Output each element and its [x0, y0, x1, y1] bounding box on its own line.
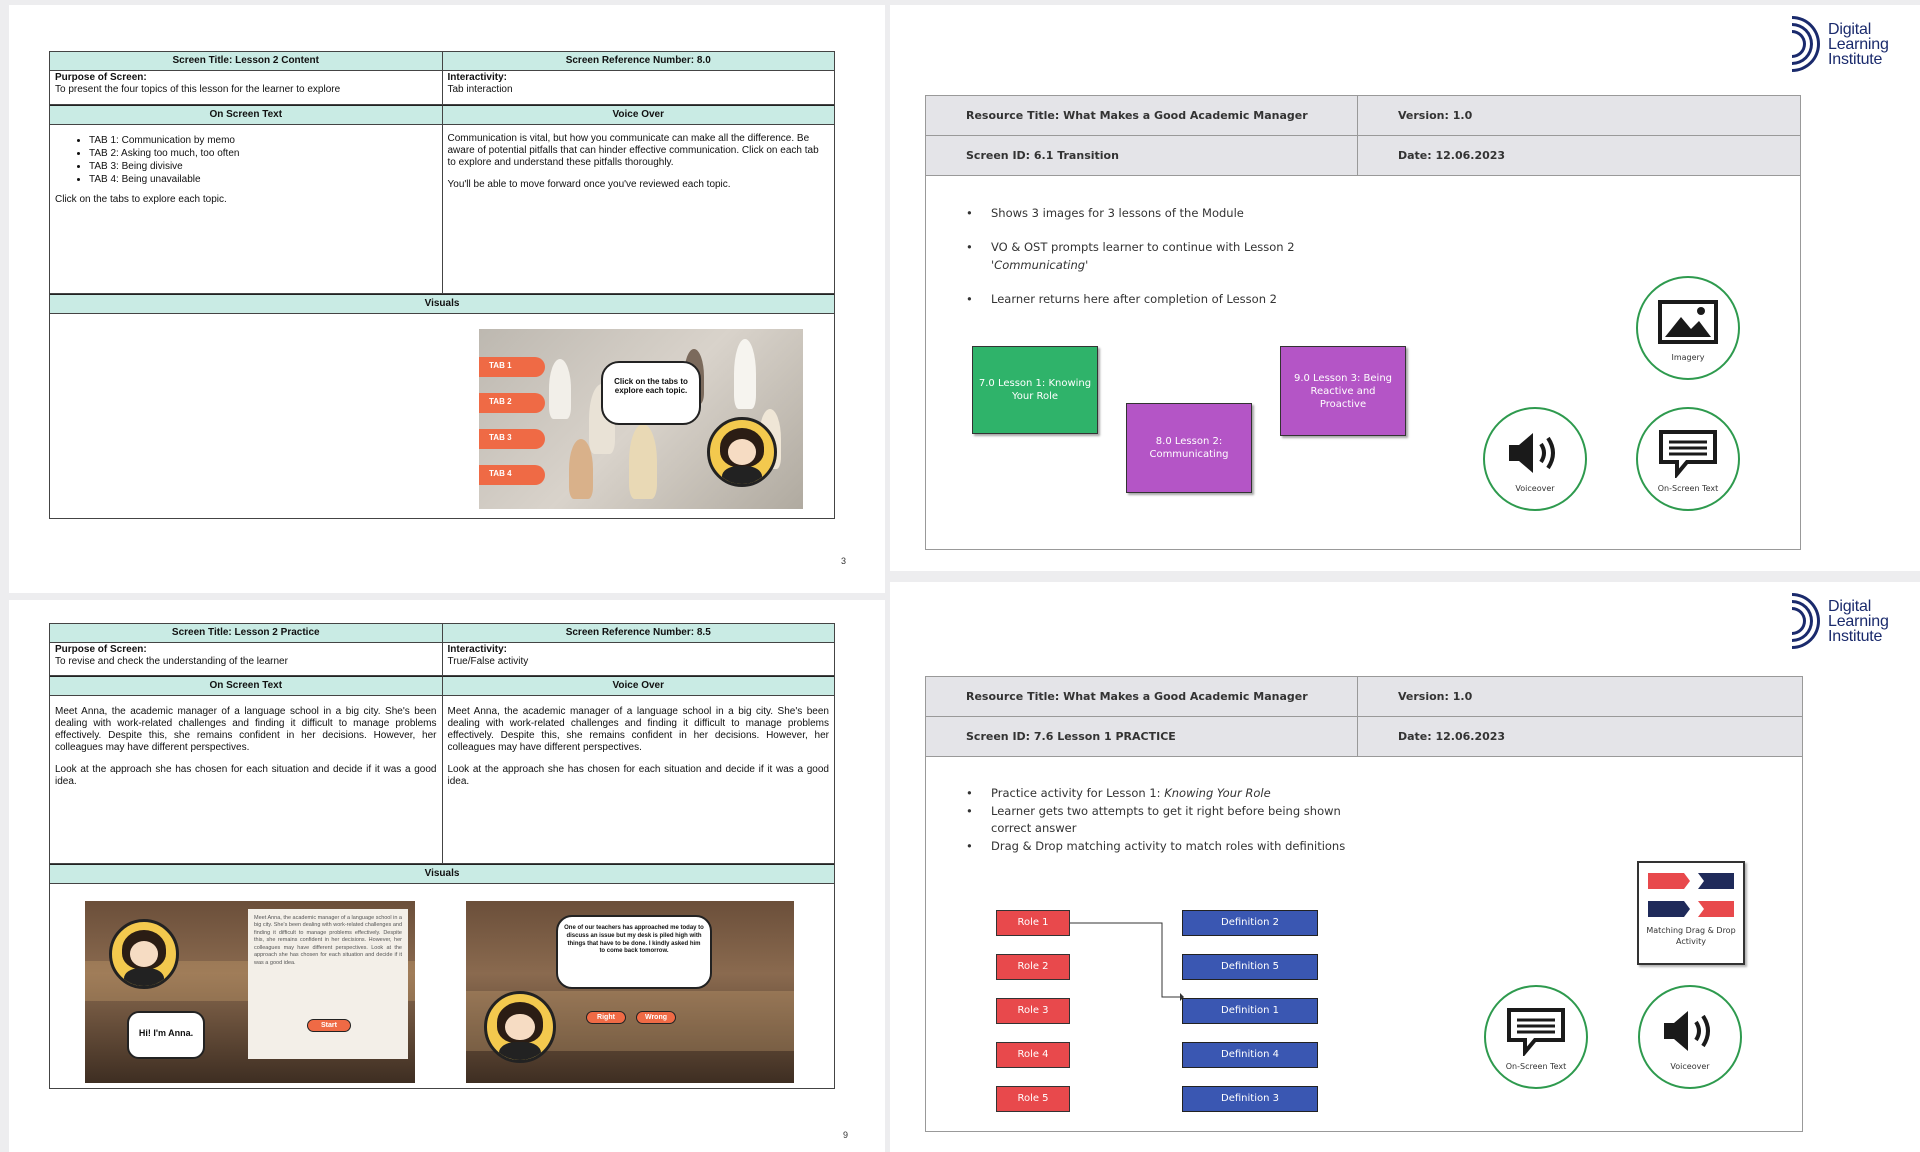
vo-cell: [442, 125, 835, 293]
definition-item[interactable]: Definition 2: [1182, 910, 1318, 936]
resource-title: Resource Title: What Makes a Good Academic Manager: [926, 96, 1358, 135]
avatar-anna: [109, 919, 179, 989]
tab-3[interactable]: TAB 3: [479, 429, 545, 449]
dli-logo-icon: [1792, 592, 1822, 650]
vo-header: Voice Over: [442, 105, 835, 124]
role-item[interactable]: Role 2: [996, 954, 1070, 980]
purpose-label: Purpose of Screen:: [55, 72, 147, 83]
visuals-header: Visuals: [50, 864, 834, 883]
definition-item[interactable]: Definition 1: [1182, 998, 1318, 1024]
ost-list: [89, 135, 437, 186]
role-item[interactable]: Role 4: [996, 1042, 1070, 1068]
message-icon: [1657, 428, 1719, 478]
resource-title: Resource Title: What Makes a Good Academic Manager: [926, 677, 1358, 716]
visual-mockup-tabs: [479, 329, 803, 509]
lesson3-box: 9.0 Lesson 3: Being Reactive and Proactive: [1280, 346, 1406, 436]
date: Date: 12.06.2023: [1398, 730, 1506, 743]
intro-text-panel: Meet Anna, the academic manager of a language school in a big city. She's been dealing with work-related challenges and finding it difficult to manage problems effectively. Despite this, she remains confident in her decisions. However, her colleagues may have different perspectives. Look at the approach she has chosen for each situation and decide if it was a good idea.: [248, 909, 408, 1059]
ost-footer: Click on the tabs to explore each topic.: [55, 194, 227, 205]
interactivity-text: Tab interaction: [447, 84, 513, 95]
dli-logo: [1792, 15, 1889, 73]
purpose-text: To present the four topics of this lesson for the learner to explore: [55, 84, 341, 95]
ost-cell: [50, 125, 442, 293]
voiceover-label: Voiceover: [1670, 1062, 1710, 1071]
resource-table: [925, 676, 1803, 1132]
visuals-header: Visuals: [50, 294, 834, 313]
right-button[interactable]: Right: [586, 1011, 626, 1024]
bullet: • Practice activity for Lesson 1: Knowing Your Role: [966, 785, 1346, 802]
screen-title: Screen Title: Lesson 2 Content: [50, 52, 442, 70]
matching-label: Matching Drag & Drop Activity: [1646, 926, 1736, 946]
storyboard-page-lesson2-content: [9, 5, 885, 593]
drag-drop-icon: [1646, 871, 1736, 923]
storyboard-slide-transition: [890, 5, 1920, 571]
screen-reference: Screen Reference Number: 8.5: [442, 624, 835, 642]
definition-item[interactable]: Definition 5: [1182, 954, 1318, 980]
lesson2-box: 8.0 Lesson 2: Communicating: [1126, 403, 1252, 493]
storyboard-page-lesson2-practice: [9, 600, 885, 1152]
vo-paragraph: Communication is vital, but how you communicate can make all the difference. Be aware of potential pitfalls that can hinder effective communication. Click on each tab to explore and understand these pitfalls thoroughly.: [447, 133, 819, 168]
hi-bubble: Hi! I'm Anna.: [127, 1011, 205, 1059]
voiceover-icon-circle: [1483, 407, 1587, 511]
bullet: • VO & OST prompts learner to continue with Lesson 2 'Communicating': [966, 238, 1295, 274]
vo-paragraph: Meet Anna, the academic manager of a language school in a big city. She's been dealing with work-related challenges and finding it difficult to manage problems effectively. Despite this, she remains confident in her decisions. However, her colleagues may have different perspectives.: [447, 706, 829, 753]
start-button[interactable]: Start: [307, 1019, 351, 1032]
purpose-text: To revise and check the understanding of the learner: [55, 656, 288, 667]
tab-2[interactable]: TAB 2: [479, 393, 545, 413]
voiceover-label: Voiceover: [1515, 484, 1555, 493]
ost-icon-circle: [1636, 407, 1740, 511]
page-number: 3: [841, 556, 847, 566]
speech-bubble: Click on the tabs to explore each topic.: [601, 361, 701, 425]
match-arrow: [1070, 917, 1184, 1003]
bullet: • Learner gets two attempts to get it right before being shown correct answer: [966, 803, 1346, 837]
ost-item: • TAB 2: Asking too much, too often: [89, 148, 437, 160]
vo-header: Voice Over: [442, 676, 835, 695]
matching-activity-card: [1637, 861, 1745, 965]
screen-reference: Screen Reference Number: 8.0: [442, 52, 835, 70]
date: Date: 12.06.2023: [1398, 149, 1506, 162]
vo-paragraph: You'll be able to move forward once you've reviewed each topic.: [447, 179, 731, 190]
purpose-label: Purpose of Screen:: [55, 644, 147, 655]
avatar-anna: [484, 991, 556, 1063]
resource-table: [925, 95, 1801, 550]
bullet: • Shows 3 images for 3 lessons of the Module: [966, 204, 1295, 222]
bullet-list: [966, 785, 1346, 871]
lesson1-box: 7.0 Lesson 1: Knowing Your Role: [972, 346, 1098, 434]
ost-item: • TAB 4: Being unavailable: [89, 174, 437, 186]
bullet: • Learner returns here after completion of Lesson 2: [966, 290, 1295, 308]
role-item[interactable]: Role 3: [996, 998, 1070, 1024]
imagery-label: Imagery: [1671, 353, 1705, 362]
page-number: 9: [843, 1130, 849, 1140]
image-icon: [1657, 299, 1719, 345]
tab-1[interactable]: TAB 1: [479, 357, 545, 377]
speaker-icon: [1505, 430, 1565, 476]
imagery-icon-circle: [1636, 276, 1740, 380]
scenario-bubble: One of our teachers has approached me today to discuss an issue but my desk is piled high with things that have to be done. I kindly asked him to come back tomorrow.: [556, 915, 712, 989]
purpose-cell: [50, 71, 442, 104]
interactivity-cell: [442, 71, 835, 104]
speaker-icon: [1660, 1008, 1720, 1054]
dli-logo: [1792, 592, 1889, 650]
voiceover-icon-circle: [1638, 985, 1742, 1089]
role-item[interactable]: Role 5: [996, 1086, 1070, 1112]
storyboard-slide-practice: [890, 582, 1920, 1152]
screen-title: Screen Title: Lesson 2 Practice: [50, 624, 442, 642]
bullet: • Drag & Drop matching activity to match roles with definitions: [966, 838, 1346, 855]
interactivity-label: Interactivity:: [447, 72, 507, 83]
interactivity-label: Interactivity:: [447, 644, 507, 655]
purpose-cell: [50, 643, 442, 675]
message-icon: [1505, 1006, 1567, 1056]
version: Version: 1.0: [1398, 690, 1473, 703]
bullet-list: [966, 204, 1295, 324]
version: Version: 1.0: [1398, 109, 1473, 122]
interactivity-cell: [442, 643, 835, 675]
dli-logo-text: Digital Learning Institute: [1828, 20, 1889, 68]
vo-cell: [442, 696, 835, 863]
ost-header: On Screen Text: [50, 676, 442, 695]
definition-item[interactable]: Definition 4: [1182, 1042, 1318, 1068]
definition-item[interactable]: Definition 3: [1182, 1086, 1318, 1112]
ost-paragraph: Meet Anna, the academic manager of a language school in a big city. She's been dealing with work-related challenges and finding it difficult to manage problems effectively. Despite this, she remains confident in her decisions. However, her colleagues may have different perspectives.: [55, 706, 437, 753]
wrong-button[interactable]: Wrong: [636, 1011, 676, 1024]
ost-label: On-Screen Text: [1505, 1062, 1567, 1071]
dli-logo-text: Digital Learning Institute: [1828, 597, 1889, 645]
dli-logo-icon: [1792, 15, 1822, 73]
visual-mockup-intro: [85, 901, 415, 1083]
ost-label: On-Screen Text: [1657, 484, 1719, 493]
vo-paragraph: Look at the approach she has chosen for each situation and decide if it was a good idea.: [447, 764, 829, 787]
ost-icon-circle: [1484, 985, 1588, 1089]
interactivity-text: True/False activity: [447, 656, 529, 667]
ost-item: • TAB 3: Being divisive: [89, 161, 437, 173]
visual-mockup-question: [466, 901, 794, 1083]
role-item[interactable]: Role 1: [996, 910, 1070, 936]
screen-id: Screen ID: 7.6 Lesson 1 PRACTICE: [926, 717, 1358, 756]
avatar: [707, 417, 777, 487]
screen-id: Screen ID: 6.1 Transition: [926, 136, 1358, 175]
ost-paragraph: Look at the approach she has chosen for each situation and decide if it was a good idea.: [55, 764, 437, 787]
ost-item: • TAB 1: Communication by memo: [89, 135, 437, 147]
tab-4[interactable]: TAB 4: [479, 465, 545, 485]
ost-cell: [50, 696, 442, 863]
ost-header: On Screen Text: [50, 105, 442, 124]
